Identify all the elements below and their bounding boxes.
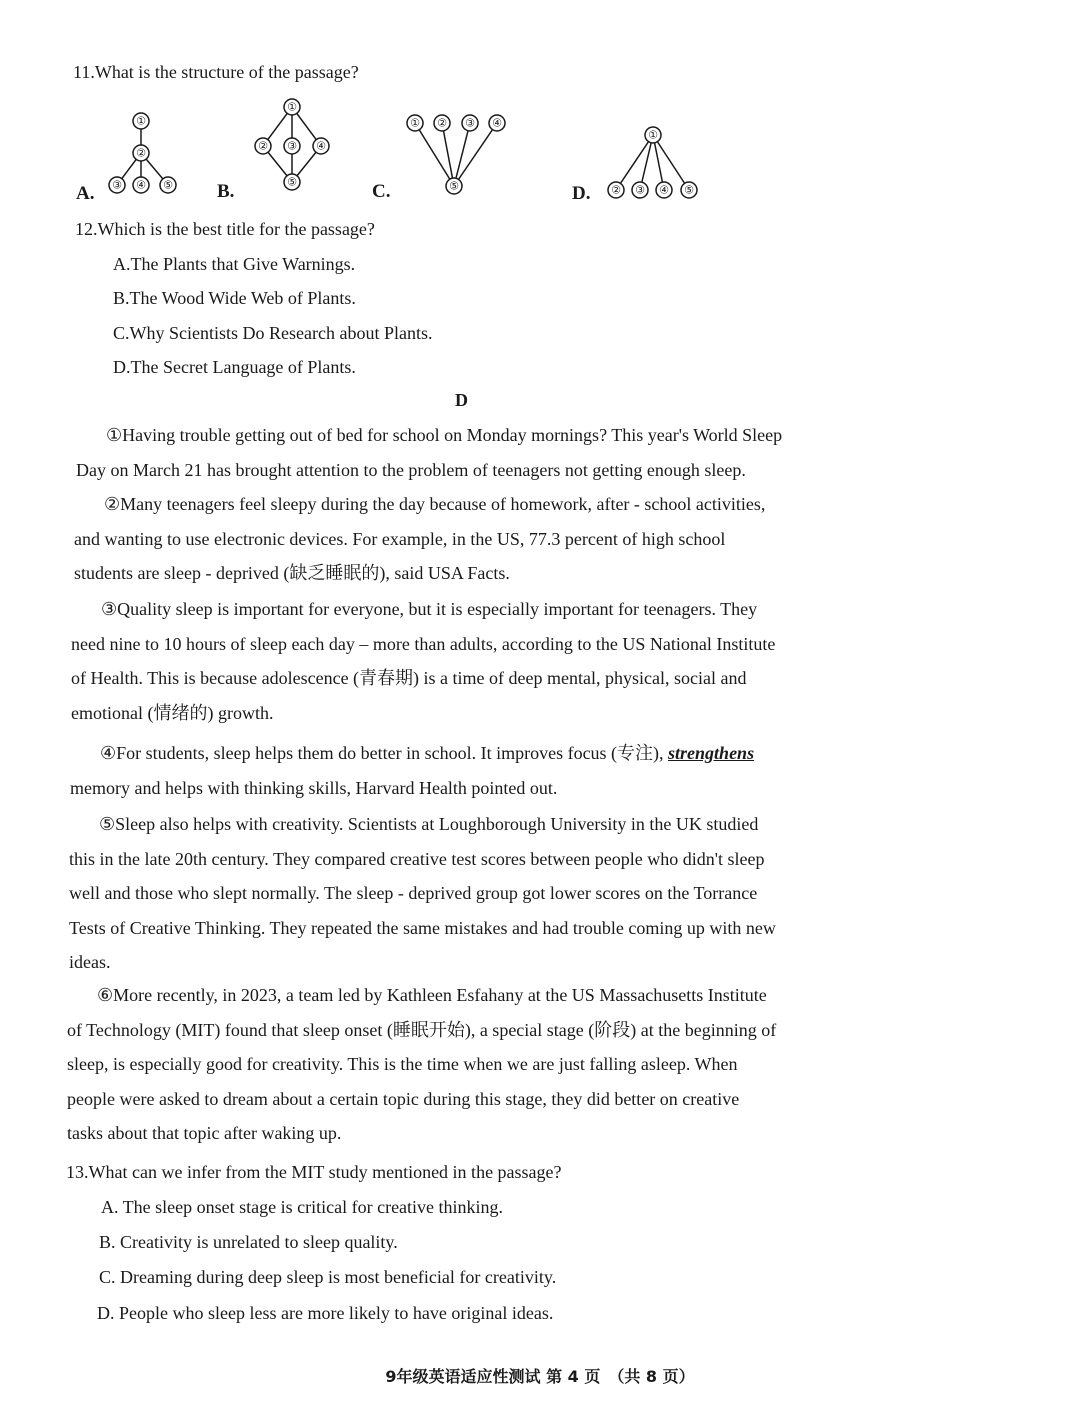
paragraph-6-line-5: tasks about that topic after waking up.	[67, 1123, 342, 1143]
paragraph-4-text: ④For students, sleep helps them do better in school. It improves focus (专注),	[100, 743, 669, 763]
q13-option-d[interactable]: D. People who sleep less are more likely to have original ideas.	[97, 1303, 554, 1323]
paragraph-3-line-4: emotional (情绪的) growth.	[71, 702, 274, 723]
diagram-b-label-1: ①	[287, 100, 297, 114]
paragraph-2-line-2: and wanting to use electronic devices. For example, in the US, 77.3 percent of high school	[74, 528, 726, 549]
paragraph-5-line-5: ideas.	[69, 952, 111, 972]
diagram-c-label-5: ⑤	[449, 179, 459, 193]
diagram-c-label-2: ②	[437, 116, 447, 130]
paragraph-6-line-3: sleep, is especially good for creativity. This is the time when we are just falling asleep. When	[67, 1054, 738, 1074]
paragraph-5-line-2: this in the late 20th century. They compared creative test scores between people who didn't sleep	[69, 848, 765, 869]
diagram-c-label-4: ④	[492, 116, 502, 130]
diagram-d	[600, 120, 710, 200]
paragraph-2-line-3: students are sleep - deprived (缺乏睡眠的), said USA Facts.	[74, 563, 510, 583]
q12-option-b[interactable]: B.The Wood Wide Web of Plants.	[113, 288, 356, 308]
question-12: 12.Which is the best title for the passage?	[75, 219, 375, 239]
diagram-c-label-3: ③	[465, 116, 475, 130]
paragraph-3-line-3: of Health. This is because adolescence (青春期) is a time of deep mental, physical, social and	[71, 668, 747, 688]
diagram-d-label-1: ①	[648, 128, 658, 142]
paragraph-5-line-4: Tests of Creative Thinking. They repeated the same mistakes and had trouble coming up with new	[69, 917, 776, 938]
question-13: 13.What can we infer from the MIT study mentioned in the passage?	[66, 1162, 562, 1182]
q12-option-c[interactable]: C.Why Scientists Do Research about Plants.	[113, 323, 433, 343]
paragraph-2	[74, 487, 834, 591]
paragraph-2-line-1: ②Many teenagers feel sleepy during the day because of homework, after - school activities,	[104, 494, 766, 514]
q13-option-b[interactable]: B. Creativity is unrelated to sleep quality.	[99, 1232, 398, 1252]
diagram-c	[398, 108, 518, 198]
diagram-b	[245, 92, 340, 197]
q12-option-a[interactable]: A.The Plants that Give Warnings.	[113, 254, 356, 274]
diagram-b-label-3: ③	[287, 139, 297, 153]
keyword-strengthens: strengthens	[668, 743, 755, 763]
paragraph-3-line-2: need nine to 10 hours of sleep each day – more than adults, according to the US National Institute	[71, 633, 776, 654]
paragraph-1-line-1: ①Having trouble getting out of bed for school on Monday mornings? This year's World Sleep	[106, 425, 783, 445]
diagram-a-label-3: ③	[112, 178, 122, 192]
q11-option-a-label: A.	[76, 183, 95, 204]
paragraph-6-line-4: people were asked to dream about a certain topic during this stage, they did better on creative	[67, 1088, 740, 1109]
diagram-b-label-2: ②	[258, 139, 268, 153]
diagram-a	[100, 105, 190, 200]
q11-option-c-label: C.	[372, 181, 391, 202]
paragraph-1	[76, 418, 836, 487]
q13-option-a[interactable]: A. The sleep onset stage is critical for creative thinking.	[101, 1197, 504, 1217]
paragraph-6	[67, 978, 842, 1151]
q12-option-d[interactable]: D.The Secret Language of Plants.	[113, 357, 356, 377]
diagram-b-label-4: ④	[316, 139, 326, 153]
q11-option-b-label: B.	[217, 181, 235, 202]
q13-option-c[interactable]: C. Dreaming during deep sleep is most beneficial for creativity.	[99, 1267, 557, 1287]
question-11: 11.What is the structure of the passage?	[73, 62, 359, 82]
diagram-d-label-4: ④	[659, 183, 669, 197]
paragraph-4	[70, 736, 838, 805]
paragraph-1-line-2: Day on March 21 has brought attention to the problem of teenagers not getting enough sleep.	[76, 459, 746, 480]
diagram-b-label-5: ⑤	[287, 175, 297, 189]
paragraph-6-line-1: ⑥More recently, in 2023, a team led by Kathleen Esfahany at the US Massachusetts Institute	[97, 985, 767, 1005]
section-label: D	[455, 390, 468, 410]
paragraph-5	[69, 807, 839, 980]
paragraph-5-line-3: well and those who slept normally. The sleep - deprived group got lower scores on the Torrance	[69, 883, 758, 903]
q11-option-d-label: D.	[572, 183, 591, 204]
diagram-d-label-5: ⑤	[684, 183, 694, 197]
page-footer: 9年级英语适应性测试 第 4 页 （共 8 页）	[385, 1367, 695, 1386]
diagram-d-label-3: ③	[635, 183, 645, 197]
diagram-a-label-4: ④	[136, 178, 146, 192]
diagram-c-label-1: ①	[410, 116, 420, 130]
paragraph-5-line-1: ⑤Sleep also helps with creativity. Scientists at Loughborough University in the UK studied	[99, 814, 759, 834]
diagram-a-label-2: ②	[136, 146, 146, 160]
paragraph-3-line-1: ③Quality sleep is important for everyone, but it is especially important for teenagers. They	[101, 599, 758, 619]
diagram-a-label-5: ⑤	[163, 178, 173, 192]
paragraph-4-line-1	[70, 736, 838, 771]
diagram-a-label-1: ①	[136, 114, 146, 128]
paragraph-4-line-2: memory and helps with thinking skills, Harvard Health pointed out.	[70, 777, 558, 798]
paragraph-3	[71, 592, 836, 730]
diagram-d-label-2: ②	[611, 183, 621, 197]
paragraph-6-line-2: of Technology (MIT) found that sleep onset (睡眠开始), a special stage (阶段) at the beginning of	[67, 1019, 777, 1040]
